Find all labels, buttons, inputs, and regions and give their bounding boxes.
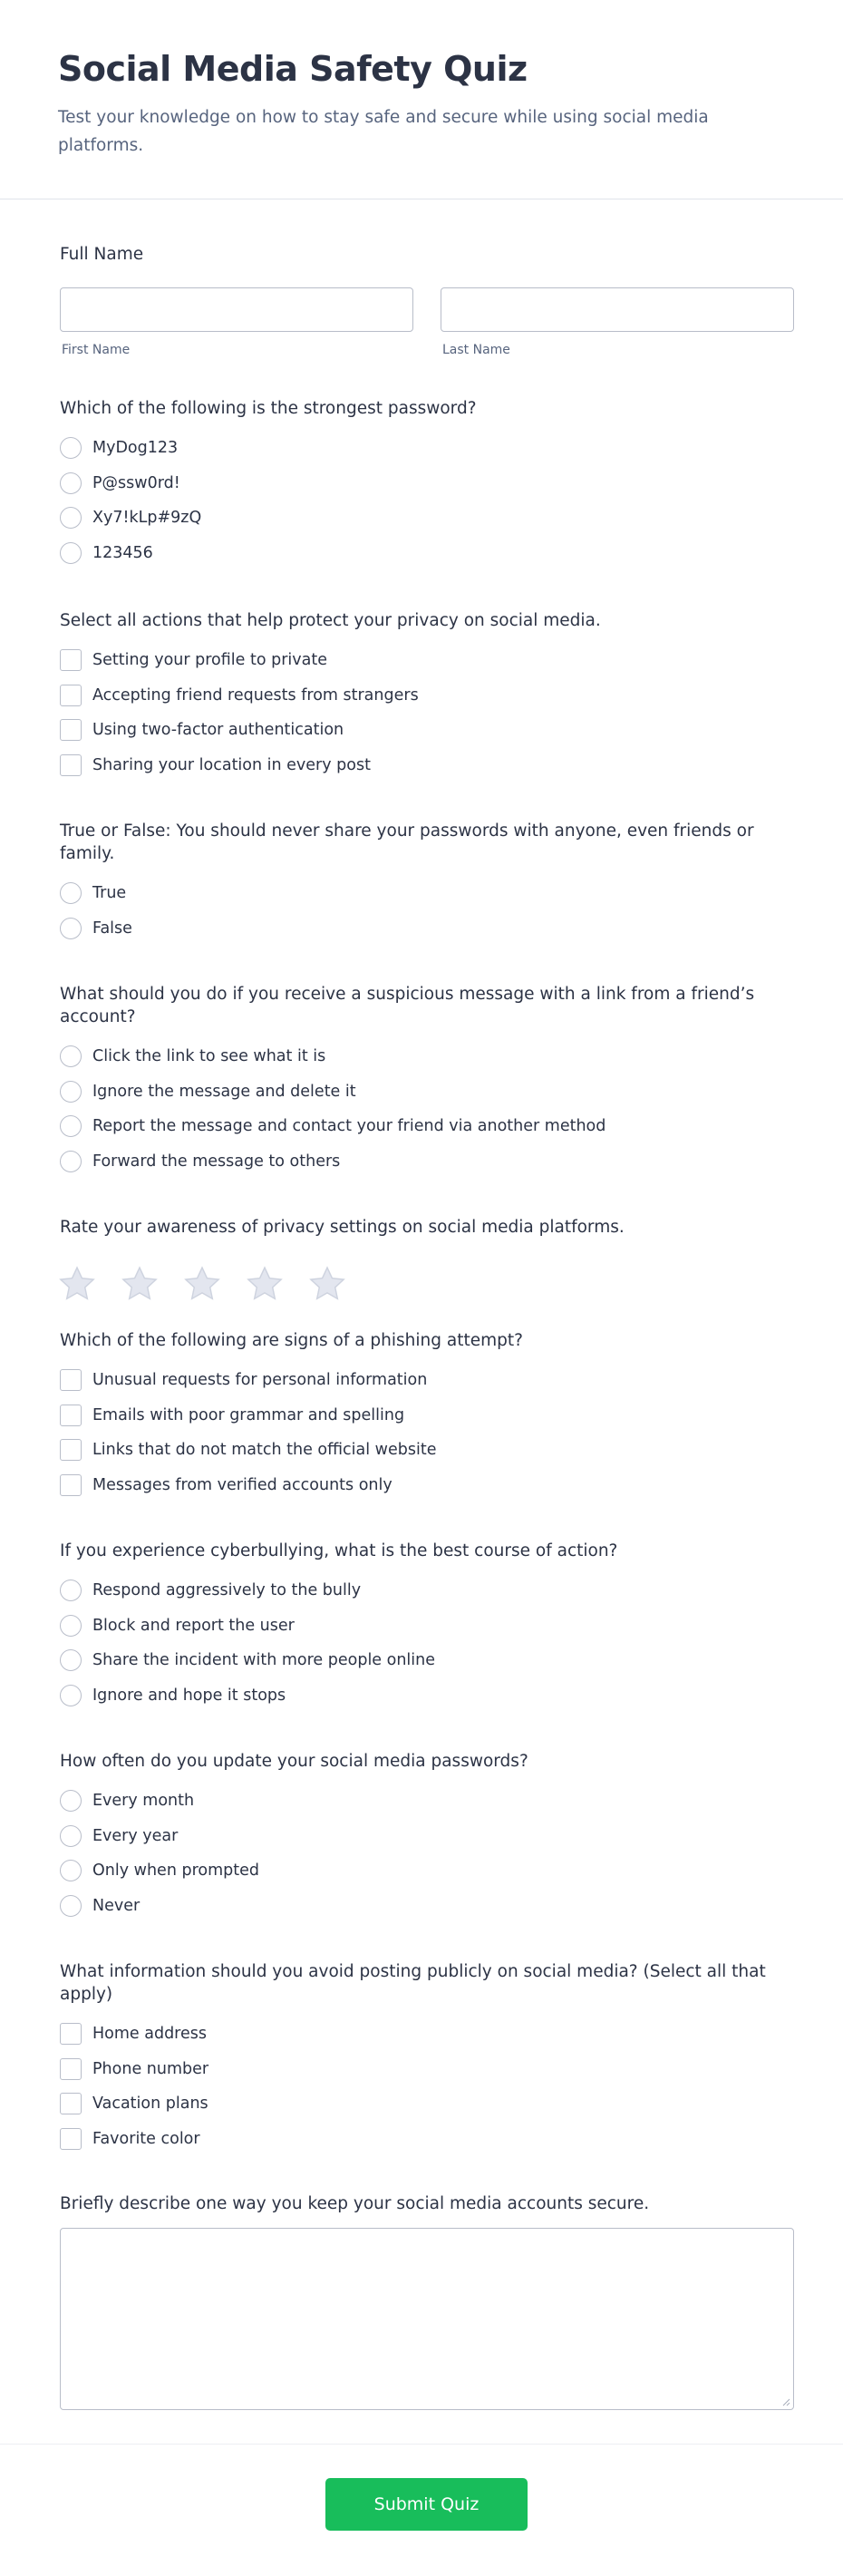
checkbox[interactable]: [60, 1405, 82, 1426]
radio-option[interactable]: [60, 911, 794, 947]
radio-option[interactable]: [60, 1144, 794, 1180]
radio-button[interactable]: [60, 918, 82, 939]
checkbox-option[interactable]: [60, 2017, 794, 2052]
option-label: Ignore and hope it stops: [92, 1686, 286, 1705]
checkbox-option[interactable]: [60, 1398, 794, 1434]
first-name-sublabel: First Name: [62, 343, 131, 357]
option-label: Ignore the message and delete it: [92, 1082, 356, 1101]
option-label: Block and report the user: [92, 1616, 295, 1635]
option-label: Never: [92, 1896, 140, 1915]
page-title: Social Media Safety Quiz: [58, 49, 528, 89]
radio-option[interactable]: [60, 1678, 794, 1714]
option-label: Every year: [92, 1826, 179, 1845]
star-icon[interactable]: [307, 1264, 347, 1304]
radio-button[interactable]: [60, 1045, 82, 1067]
checkbox[interactable]: [60, 719, 82, 741]
question-label: Which of the following are signs of a phishing attempt?: [60, 1331, 523, 1350]
radio-button[interactable]: [60, 1860, 82, 1881]
option-label: Only when prompted: [92, 1862, 259, 1881]
radio-option[interactable]: [60, 1573, 794, 1609]
radio-option[interactable]: [60, 1784, 794, 1819]
question-label: Briefly describe one way you keep your social media accounts secure.: [60, 2194, 650, 2213]
star-rating: [57, 1264, 794, 1304]
option-label: Emails with poor grammar and spelling: [92, 1405, 405, 1424]
last-name-input[interactable]: [441, 287, 794, 332]
radio-button[interactable]: [60, 1081, 82, 1103]
option-label: False: [92, 919, 132, 938]
question-phishing-signs: [60, 1329, 794, 1502]
radio-option[interactable]: [60, 536, 794, 571]
answer-textarea[interactable]: [60, 2228, 794, 2410]
star-icon[interactable]: [245, 1264, 285, 1304]
checkbox[interactable]: [60, 649, 82, 671]
radio-option[interactable]: [60, 1109, 794, 1144]
option-label: Home address: [92, 2025, 207, 2044]
option-label: P@ssw0rd!: [92, 473, 180, 492]
checkbox[interactable]: [60, 2093, 82, 2114]
checkbox-option[interactable]: [60, 713, 794, 748]
checkbox-option[interactable]: [60, 1363, 794, 1398]
option-label: Report the message and contact your friend via another method: [92, 1117, 606, 1136]
option-label: Forward the message to others: [92, 1152, 341, 1171]
question-label: What should you do if you receive a suspicious message with a link from a friend’s account?: [60, 985, 755, 1026]
option-label: 123456: [92, 543, 153, 562]
checkbox-option[interactable]: [60, 1433, 794, 1468]
radio-option[interactable]: [60, 1643, 794, 1678]
checkbox-option[interactable]: [60, 2052, 794, 2087]
question-label: True or False: You should never share your passwords with anyone, even friends or family.: [60, 821, 754, 863]
option-label: Phone number: [92, 2059, 209, 2078]
submit-quiz-button[interactable]: Submit Quiz: [325, 2478, 528, 2531]
option-label: Sharing your location in every post: [92, 755, 371, 774]
question-privacy-rating: [60, 1216, 794, 1304]
radio-button[interactable]: [60, 507, 82, 529]
checkbox-option[interactable]: [60, 1468, 794, 1503]
radio-option[interactable]: [60, 431, 794, 466]
radio-option[interactable]: [60, 1074, 794, 1110]
form-header: [0, 0, 843, 199]
radio-option[interactable]: [60, 876, 794, 911]
checkbox-option[interactable]: [60, 2086, 794, 2122]
question-suspicious-message: [60, 983, 794, 1179]
radio-button[interactable]: [60, 542, 82, 564]
option-label: Accepting friend requests from strangers: [92, 685, 419, 705]
last-name-sublabel: Last Name: [442, 343, 510, 357]
page-subtitle: Test your knowledge on how to stay safe and secure while using social media platforms.: [58, 108, 709, 155]
radio-button[interactable]: [60, 1649, 82, 1671]
question-label: Select all actions that help protect your privacy on social media.: [60, 611, 601, 630]
star-icon[interactable]: [182, 1264, 222, 1304]
question-label: Which of the following is the strongest password?: [60, 399, 477, 418]
checkbox-option[interactable]: [60, 678, 794, 714]
radio-button[interactable]: [60, 1825, 82, 1847]
option-label: MyDog123: [92, 439, 179, 458]
option-label: Respond aggressively to the bully: [92, 1581, 362, 1600]
checkbox[interactable]: [60, 1369, 82, 1391]
form-footer: [0, 2444, 843, 2576]
radio-option[interactable]: [60, 1039, 794, 1074]
radio-option[interactable]: [60, 501, 794, 536]
radio-option[interactable]: [60, 1609, 794, 1644]
radio-button[interactable]: [60, 472, 82, 494]
checkbox[interactable]: [60, 685, 82, 706]
star-icon[interactable]: [57, 1264, 97, 1304]
option-label: Click the link to see what it is: [92, 1047, 326, 1066]
star-icon[interactable]: [120, 1264, 160, 1304]
option-label: Every month: [92, 1792, 195, 1811]
radio-option[interactable]: [60, 466, 794, 501]
checkbox[interactable]: [60, 754, 82, 776]
option-label: Using two-factor authentication: [92, 721, 344, 740]
question-share-passwords: [60, 820, 794, 946]
question-label: How often do you update your social media passwords?: [60, 1752, 528, 1771]
option-label: True: [92, 884, 127, 903]
radio-button[interactable]: [60, 1895, 82, 1917]
question-cyberbullying: [60, 1540, 794, 1713]
question-strongest-password: [60, 397, 794, 570]
radio-button[interactable]: [60, 1685, 82, 1706]
option-label: Setting your profile to private: [92, 651, 327, 670]
question-label: What information should you avoid posting publicly on social media? (Select all that apply): [60, 1962, 766, 2004]
checkbox-option[interactable]: [60, 643, 794, 678]
checkbox-option[interactable]: [60, 2122, 794, 2157]
question-label: If you experience cyberbullying, what is the best course of action?: [60, 1541, 618, 1560]
question-password-updates: [60, 1750, 794, 1923]
checkbox[interactable]: [60, 1474, 82, 1496]
option-label: Vacation plans: [92, 2095, 208, 2114]
radio-option[interactable]: [60, 1889, 794, 1924]
radio-button[interactable]: [60, 1151, 82, 1172]
option-label: Links that do not match the official website: [92, 1441, 437, 1460]
checkbox[interactable]: [60, 2128, 82, 2150]
checkbox[interactable]: [60, 1439, 82, 1461]
radio-option[interactable]: [60, 1853, 794, 1889]
question-privacy-actions: [60, 609, 794, 783]
question-label: Rate your awareness of privacy settings on social media platforms.: [60, 1218, 625, 1237]
option-label: Unusual requests for personal information: [92, 1371, 428, 1390]
full-name-label: Full Name: [60, 245, 144, 264]
checkbox-option[interactable]: [60, 748, 794, 783]
checkbox[interactable]: [60, 2023, 82, 2045]
radio-button[interactable]: [60, 437, 82, 459]
option-label: Favorite color: [92, 2129, 200, 2148]
checkbox[interactable]: [60, 2058, 82, 2080]
radio-button[interactable]: [60, 1580, 82, 1601]
option-label: Messages from verified accounts only: [92, 1475, 392, 1494]
resize-grip-icon[interactable]: [781, 2397, 790, 2406]
radio-button[interactable]: [60, 1615, 82, 1637]
question-avoid-posting: [60, 1960, 794, 2156]
question-describe-security: [60, 2192, 794, 2410]
radio-button[interactable]: [60, 1790, 82, 1812]
full-name-field: [60, 243, 794, 357]
radio-button[interactable]: [60, 1115, 82, 1137]
first-name-input[interactable]: [60, 287, 413, 332]
option-label: Share the incident with more people online: [92, 1651, 436, 1670]
radio-button[interactable]: [60, 882, 82, 904]
radio-option[interactable]: [60, 1819, 794, 1854]
option-label: Xy7!kLp#9zQ: [92, 509, 202, 528]
